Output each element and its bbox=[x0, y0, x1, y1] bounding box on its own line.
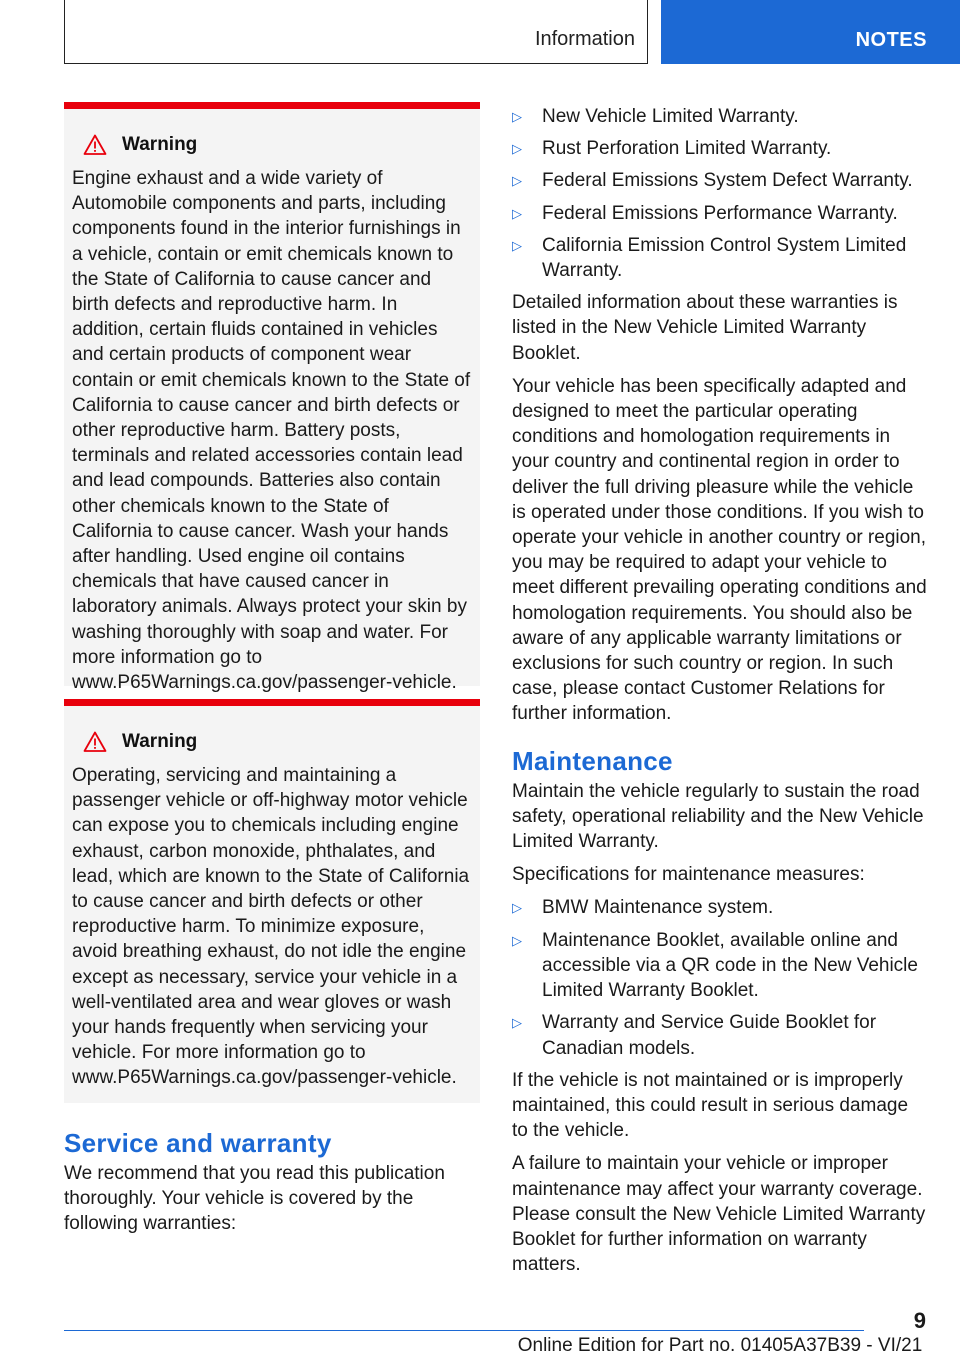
triangle-bullet-icon: ▷ bbox=[512, 205, 522, 221]
page-number: 9 bbox=[913, 1308, 926, 1333]
warning-title: Warning bbox=[122, 731, 198, 752]
triangle-bullet-icon: ▷ bbox=[512, 932, 522, 948]
warning-header bbox=[72, 131, 472, 159]
warranty-details-text: Detailed information about these warranties is listed in the New Vehicle Limited Warranty Booklet. bbox=[512, 292, 898, 364]
warning-triangle-icon bbox=[83, 730, 107, 754]
service-intro-text: We recommend that you read this publication thoroughly. Your vehicle is covered by the following warranties: bbox=[64, 1163, 445, 1235]
coverage-text: A failure to maintain your vehicle or improper maintenance may affect your warranty coverage. Please consult the New Vehicle Limited Warranty Booklet for further information on warranty matters. bbox=[512, 1153, 926, 1276]
warning-triangle-icon bbox=[83, 133, 107, 157]
triangle-bullet-icon: ▷ bbox=[512, 900, 522, 916]
maintenance-specs-list bbox=[512, 895, 928, 1060]
header-section-box bbox=[64, 0, 648, 64]
damage-text: If the vehicle is not maintained or is improperly maintained, this could result in serious damage to the vehicle. bbox=[512, 1069, 909, 1142]
edition-footer-text: Online Edition for Part no. 01405A37B39 - VI/21 bbox=[517, 1335, 923, 1356]
maintenance-heading: Maintenance bbox=[512, 745, 673, 776]
left-column bbox=[64, 102, 480, 1245]
list-item: ▷ New Vehicle Limited Warranty. bbox=[512, 104, 928, 129]
adaptation-text: Your vehicle has been specifically adapted and designed to meet the particular operating conditions and homologation requirements in your country and continental region in order to deliver the full driving pleasure while the vehicle is operated under those conditions. If you wish to operate your vehicle in another country or region, you may be required to adapt your vehicle to meet different prevailing operating conditions and homologation requirements. You should also be aware of any applicable warranty limitations or exclusions for such country or region. In such case, please contact Customer Relations for further information. bbox=[512, 375, 927, 725]
list-item: ▷ Rust Perforation Limited Warranty. bbox=[512, 136, 928, 161]
list-item: ▷ California Emission Control System Limited Warranty. bbox=[512, 234, 907, 282]
warning-text: Operating, servicing and maintaining a passenger vehicle or off-highway motor vehicle can expose you to chemicals including engine exhaust, carbon monoxide, phthalates, and lead, which are known to the State of California to cause cancer and birth defects or other reproductive harm. To minimize exposure, avoid breathing exhaust, do not idle the engine except as necessary, service your vehicle in a well-ventilated area and wear gloves or wash your hands frequently when servicing your vehicle. For more information go to www.P65Warnings.ca.gov/passenger-vehicle. bbox=[72, 765, 470, 1089]
warning-box bbox=[64, 699, 480, 1103]
triangle-bullet-icon: ▷ bbox=[512, 173, 522, 189]
specs-intro-text: Specifications for maintenance measures: bbox=[512, 864, 865, 886]
warranty-list bbox=[512, 104, 928, 283]
warning-text: Engine exhaust and a wide variety of Automobile components and parts, including components found in the interior furnishings in a vehicle, contain or emit chemicals known to the State of California to cause cancer and birth defects and reproductive harm. In addition, certain fluids contained in vehicles and certain products of component wear contain or emit chemicals known to the State of California to cause cancer and birth defects or other reproductive harm. Battery posts, terminals and related accessories contain lead and lead compounds. Batteries also contain other chemicals known to the State of California to cause cancer. Wash your hands after handling. Used engine oil contains chemicals that have caused cancer in laboratory animals. Always protect your skin by washing thoroughly with soap and water. For more information go to www.P65Warnings.ca.gov/passenger-vehicle. bbox=[72, 168, 471, 694]
maintenance-intro-text: Maintain the vehicle regularly to sustain the road safety, operational reliability and the New Vehicle Limited Warranty. bbox=[512, 780, 924, 853]
right-column bbox=[512, 102, 928, 1285]
warning-box bbox=[64, 102, 480, 694]
warning-header bbox=[72, 728, 472, 756]
section-title: Information bbox=[534, 28, 635, 50]
list-item: ▷ Federal Emissions Performance Warranty. bbox=[512, 201, 928, 226]
list-item: ▷ BMW Maintenance system. bbox=[512, 895, 928, 920]
triangle-bullet-icon: ▷ bbox=[512, 141, 522, 157]
triangle-bullet-icon: ▷ bbox=[512, 237, 522, 253]
notes-tab-label: NOTES bbox=[855, 29, 927, 51]
list-item: ▷ Warranty and Service Guide Booklet for Canadian models. bbox=[512, 1012, 877, 1059]
warning-title: Warning bbox=[122, 134, 198, 155]
triangle-bullet-icon: ▷ bbox=[512, 1015, 522, 1031]
footer-divider bbox=[64, 1330, 864, 1331]
service-warranty-heading: Service and warranty bbox=[64, 1128, 332, 1158]
notes-tab[interactable] bbox=[661, 0, 960, 64]
triangle-bullet-icon: ▷ bbox=[512, 109, 522, 124]
list-item: ▷ Maintenance Booklet, available online and accessible via a QR code in the New Vehicle Limited Warranty Booklet. bbox=[512, 929, 918, 1002]
list-item: ▷ Federal Emissions System Defect Warranty. bbox=[512, 168, 928, 193]
